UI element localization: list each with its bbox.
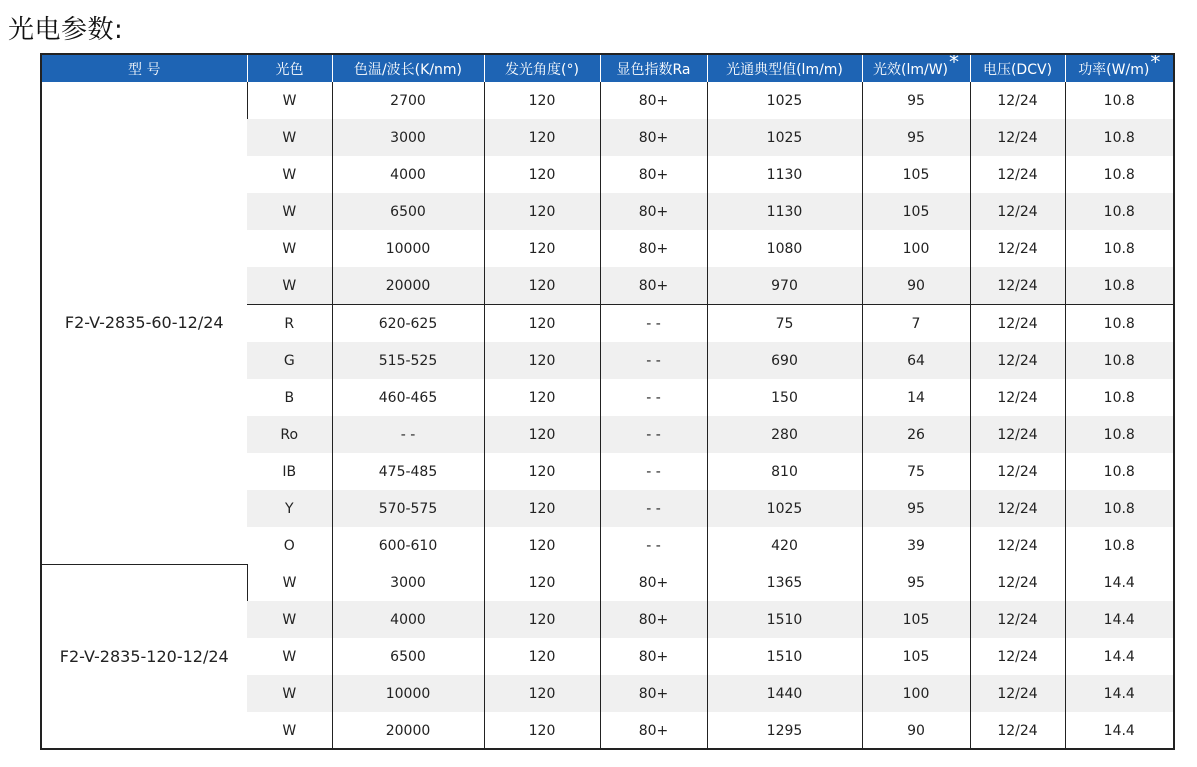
efficacy-cell: 64 bbox=[862, 342, 970, 379]
light-color-cell: W bbox=[247, 675, 332, 712]
flux-cell: 810 bbox=[707, 453, 862, 490]
light-color-cell: Ro bbox=[247, 416, 332, 453]
flux-cell: 1365 bbox=[707, 564, 862, 601]
col-header-color: 光色 bbox=[247, 55, 332, 82]
cct-cell: 3000 bbox=[332, 119, 484, 156]
power-cell: 10.8 bbox=[1065, 527, 1173, 564]
efficacy-cell: 105 bbox=[862, 156, 970, 193]
asterisk-icon: * bbox=[1150, 53, 1161, 74]
voltage-cell: 12/24 bbox=[970, 564, 1065, 601]
cri-cell: - - bbox=[600, 490, 707, 527]
efficacy-cell: 14 bbox=[862, 379, 970, 416]
light-color-cell: W bbox=[282, 722, 297, 739]
col-header-cri: 显色指数Ra bbox=[600, 55, 707, 82]
table-body bbox=[42, 82, 1173, 749]
cri-cell: 80+ bbox=[600, 193, 707, 230]
params-table bbox=[42, 55, 1173, 750]
cri-cell: - - bbox=[600, 416, 707, 453]
light-color-cell: IB bbox=[282, 463, 297, 480]
beam-angle-cell: 120 bbox=[484, 193, 600, 230]
cct-cell: 2700 bbox=[332, 82, 484, 119]
power-cell: 10.8 bbox=[1065, 342, 1173, 379]
cct-cell: 4000 bbox=[332, 601, 484, 638]
light-color-cell: G bbox=[247, 342, 332, 379]
table-row bbox=[42, 564, 1173, 601]
voltage-cell: 12/24 bbox=[970, 267, 1065, 305]
voltage-cell: 12/24 bbox=[970, 193, 1065, 230]
cri-cell: - - bbox=[600, 527, 707, 564]
header-row bbox=[42, 55, 1173, 82]
col-header-angle: 发光角度(°) bbox=[484, 55, 600, 82]
beam-angle-cell: 120 bbox=[484, 416, 600, 453]
light-color-cell: R bbox=[247, 305, 332, 343]
cri-cell: 80+ bbox=[600, 564, 707, 601]
light-color-cell: W bbox=[282, 648, 297, 665]
voltage-cell: 12/24 bbox=[970, 82, 1065, 119]
voltage-cell: 12/24 bbox=[970, 379, 1065, 416]
efficacy-cell: 95 bbox=[862, 119, 970, 156]
light-color-cell: W bbox=[282, 240, 297, 257]
col-header-cct: 色温/波长(K/nm) bbox=[332, 55, 484, 82]
voltage-cell: 12/24 bbox=[970, 601, 1065, 638]
beam-angle-cell: 120 bbox=[484, 638, 600, 675]
flux-cell: 970 bbox=[707, 267, 862, 305]
voltage-cell: 12/24 bbox=[970, 156, 1065, 193]
params-table-container bbox=[40, 53, 1175, 750]
flux-cell: 1510 bbox=[707, 638, 862, 675]
efficacy-cell: 95 bbox=[862, 490, 970, 527]
light-color-cell: B bbox=[284, 389, 295, 406]
cri-cell: 80+ bbox=[600, 156, 707, 193]
flux-cell: 1080 bbox=[707, 230, 862, 267]
page-title: 光电参数: bbox=[8, 15, 124, 45]
voltage-cell: 12/24 bbox=[970, 712, 1065, 749]
efficacy-cell: 39 bbox=[862, 527, 970, 564]
efficacy-cell: 105 bbox=[862, 193, 970, 230]
cct-cell: - - bbox=[332, 416, 484, 453]
cri-cell: 80+ bbox=[600, 82, 707, 119]
beam-angle-cell: 120 bbox=[484, 712, 600, 749]
flux-cell: 690 bbox=[707, 342, 862, 379]
model-cell: F2-V-2835-120-12/24 bbox=[42, 564, 247, 749]
table-row bbox=[42, 82, 1173, 119]
cri-cell: - - bbox=[600, 305, 707, 343]
efficacy-cell: 95 bbox=[862, 564, 970, 601]
cri-cell: - - bbox=[600, 453, 707, 490]
beam-angle-cell: 120 bbox=[484, 82, 600, 119]
cct-cell: 3000 bbox=[332, 564, 484, 601]
cri-cell: 80+ bbox=[600, 712, 707, 749]
flux-cell: 420 bbox=[707, 527, 862, 564]
voltage-cell: 12/24 bbox=[970, 416, 1065, 453]
flux-cell: 1025 bbox=[707, 119, 862, 156]
cct-cell: 20000 bbox=[332, 267, 484, 305]
light-color-cell: W bbox=[247, 564, 332, 601]
power-cell: 10.8 bbox=[1065, 230, 1173, 267]
flux-cell: 75 bbox=[707, 305, 862, 343]
voltage-cell: 12/24 bbox=[970, 675, 1065, 712]
cct-cell: 10000 bbox=[332, 675, 484, 712]
flux-cell: 1510 bbox=[707, 601, 862, 638]
power-cell: 10.8 bbox=[1065, 416, 1173, 453]
efficacy-cell: 90 bbox=[862, 712, 970, 749]
beam-angle-cell: 120 bbox=[484, 305, 600, 343]
voltage-cell: 12/24 bbox=[970, 638, 1065, 675]
efficacy-cell: 26 bbox=[862, 416, 970, 453]
voltage-cell: 12/24 bbox=[970, 453, 1065, 490]
cri-cell: 80+ bbox=[600, 601, 707, 638]
efficacy-cell: 7 bbox=[862, 305, 970, 343]
voltage-cell: 12/24 bbox=[970, 119, 1065, 156]
cct-cell: 515-525 bbox=[332, 342, 484, 379]
cri-cell: - - bbox=[600, 379, 707, 416]
cri-cell: 80+ bbox=[600, 675, 707, 712]
power-cell: 14.4 bbox=[1065, 601, 1173, 638]
light-color-cell: W bbox=[247, 601, 332, 638]
efficacy-cell: 95 bbox=[862, 82, 970, 119]
efficacy-cell: 90 bbox=[862, 267, 970, 305]
cri-cell: 80+ bbox=[600, 230, 707, 267]
beam-angle-cell: 120 bbox=[484, 490, 600, 527]
cri-cell: 80+ bbox=[600, 267, 707, 305]
beam-angle-cell: 120 bbox=[484, 119, 600, 156]
cct-cell: 20000 bbox=[332, 712, 484, 749]
efficacy-cell: 105 bbox=[862, 638, 970, 675]
power-cell: 10.8 bbox=[1065, 379, 1173, 416]
col-header-power: 功率(W/m)* bbox=[1065, 55, 1173, 82]
flux-cell: 1130 bbox=[707, 156, 862, 193]
col-header-efficacy: 光效(lm/W)* bbox=[862, 55, 970, 82]
col-header-flux: 光通典型值(lm/m) bbox=[707, 55, 862, 82]
efficacy-cell: 75 bbox=[862, 453, 970, 490]
power-cell: 14.4 bbox=[1065, 712, 1173, 749]
power-cell: 10.8 bbox=[1065, 156, 1173, 193]
efficacy-cell: 100 bbox=[862, 675, 970, 712]
cri-cell: 80+ bbox=[600, 119, 707, 156]
efficacy-cell: 105 bbox=[862, 601, 970, 638]
cct-cell: 4000 bbox=[332, 156, 484, 193]
beam-angle-cell: 120 bbox=[484, 453, 600, 490]
flux-cell: 150 bbox=[707, 379, 862, 416]
beam-angle-cell: 120 bbox=[484, 527, 600, 564]
beam-angle-cell: 120 bbox=[484, 156, 600, 193]
efficacy-cell: 100 bbox=[862, 230, 970, 267]
cct-cell: 10000 bbox=[332, 230, 484, 267]
beam-angle-cell: 120 bbox=[484, 230, 600, 267]
power-cell: 10.8 bbox=[1065, 453, 1173, 490]
voltage-cell: 12/24 bbox=[970, 527, 1065, 564]
power-cell: 14.4 bbox=[1065, 638, 1173, 675]
cct-cell: 570-575 bbox=[332, 490, 484, 527]
flux-cell: 280 bbox=[707, 416, 862, 453]
flux-cell: 1130 bbox=[707, 193, 862, 230]
power-cell: 10.8 bbox=[1065, 82, 1173, 119]
cct-cell: 6500 bbox=[332, 193, 484, 230]
cct-cell: 6500 bbox=[332, 638, 484, 675]
cri-cell: 80+ bbox=[600, 638, 707, 675]
light-color-cell: W bbox=[282, 166, 297, 183]
beam-angle-cell: 120 bbox=[484, 675, 600, 712]
flux-cell: 1025 bbox=[707, 490, 862, 527]
light-color-cell: Y bbox=[247, 490, 332, 527]
power-cell: 10.8 bbox=[1065, 490, 1173, 527]
voltage-cell: 12/24 bbox=[970, 230, 1065, 267]
cri-cell: - - bbox=[600, 342, 707, 379]
light-color-cell: W bbox=[247, 82, 332, 119]
cct-cell: 475-485 bbox=[332, 453, 484, 490]
voltage-cell: 12/24 bbox=[970, 342, 1065, 379]
cct-cell: 620-625 bbox=[332, 305, 484, 343]
power-cell: 14.4 bbox=[1065, 564, 1173, 601]
power-cell: 10.8 bbox=[1065, 193, 1173, 230]
cct-cell: 600-610 bbox=[332, 527, 484, 564]
voltage-cell: 12/24 bbox=[970, 305, 1065, 343]
light-color-cell: W bbox=[247, 267, 332, 305]
light-color-cell: O bbox=[283, 537, 295, 554]
power-cell: 10.8 bbox=[1065, 119, 1173, 156]
beam-angle-cell: 120 bbox=[484, 601, 600, 638]
model-cell: F2-V-2835-60-12/24 bbox=[42, 82, 247, 564]
beam-angle-cell: 120 bbox=[484, 267, 600, 305]
beam-angle-cell: 120 bbox=[484, 379, 600, 416]
light-color-cell: W bbox=[247, 193, 332, 230]
flux-cell: 1025 bbox=[707, 82, 862, 119]
flux-cell: 1440 bbox=[707, 675, 862, 712]
power-cell: 14.4 bbox=[1065, 675, 1173, 712]
beam-angle-cell: 120 bbox=[484, 564, 600, 601]
light-color-cell: W bbox=[247, 119, 332, 156]
asterisk-icon: * bbox=[949, 53, 959, 74]
col-header-model: 型 号 bbox=[42, 55, 247, 82]
beam-angle-cell: 120 bbox=[484, 342, 600, 379]
flux-cell: 1295 bbox=[707, 712, 862, 749]
col-header-voltage: 电压(DCV) bbox=[970, 55, 1065, 82]
power-cell: 10.8 bbox=[1065, 305, 1173, 343]
voltage-cell: 12/24 bbox=[970, 490, 1065, 527]
power-cell: 10.8 bbox=[1065, 267, 1173, 305]
cct-cell: 460-465 bbox=[332, 379, 484, 416]
